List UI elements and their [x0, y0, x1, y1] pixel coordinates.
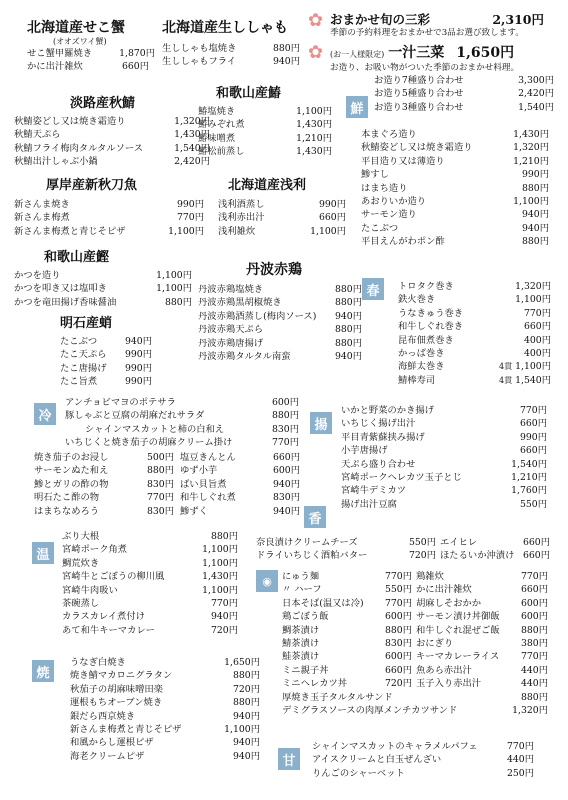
menu-item: 平目えんがわポン酢 880円 [361, 236, 549, 248]
menu-item: 焼き茄子のお浸し 500円 [34, 452, 174, 463]
category-tag-cold: 冷 [34, 403, 56, 425]
category-tag-fried: 揚 [310, 412, 332, 434]
menu-item: 秋鯖姿どし又は焼き霜造り 1,320円 [361, 142, 549, 154]
ichiju-sansai-line: (お一人様限定) 一汁三菜 1,650円 [330, 44, 515, 61]
menu-item: はまちなめろう 830円 [34, 505, 174, 517]
menu-item: 宮崎牛デミカツ 1,760円 [341, 485, 547, 497]
menu-item: 魚あら赤出汁 440円 [416, 664, 548, 676]
section-title: 明石産蛸 [60, 316, 113, 331]
menu-item: 丹波赤鶏唐揚げ 880円 [198, 337, 362, 349]
menu-item: おにぎり 380円 [416, 638, 548, 650]
menu-item: 和牛しぐれ巻き 660円 [398, 321, 551, 333]
menu-item: たこ唐揚げ 990円 [60, 362, 152, 374]
menu-item: トロタク巻き 1,320円 [398, 281, 551, 292]
menu-item: デミグラスソースの肉厚メンチカツサンド 1,320円 [282, 705, 548, 717]
category-tag-fresh: 鮮 [346, 96, 368, 118]
menu-item: 浅利雑炊 1,100円 [218, 225, 346, 237]
menu-item: 生ししゃも塩焼き 880円 [162, 43, 300, 54]
menu-item: 丹波赤鶏黒胡椒焼き 880円 [198, 297, 362, 309]
section-asari [218, 178, 346, 238]
menu-item: 鶏ごぼう飯 600円 [282, 611, 412, 623]
menu-item: サーモン漬け丼御飯 600円 [416, 611, 548, 623]
section-title: 和歌山産鰹 [44, 250, 110, 265]
menu-item: エイヒレ 660円 [440, 537, 550, 548]
section-subtitle: (オオズワイ蟹) [53, 37, 107, 46]
menu-item: ほたるいか沖漬け 660円 [440, 550, 550, 562]
menu-item: アイスクリームと白玉ぜんざい 440円 [312, 754, 534, 766]
section-pickles [256, 536, 550, 563]
menu-item: 和牛しぐれ煮 830円 [180, 492, 300, 504]
category-tag-warm: 温 [32, 542, 54, 564]
omakase-line: おまかせ旬の三彩 2,310円 [330, 12, 544, 27]
menu-item: かっぱ巻き 400円 [398, 348, 551, 360]
menu-item: 鯵とガリの酢の物 830円 [34, 478, 174, 490]
menu-item: 鰆塩焼き 1,100円 [198, 106, 332, 117]
menu-item: 秋鯖天ぷら 1,430円 [14, 129, 210, 141]
menu-item: 宮崎ポーク角煮 1,100円 [62, 544, 238, 556]
menu-item: 天ぷら盛り合わせ 1,540円 [341, 458, 547, 470]
sashimi-set: お造り7種盛り合わせ 3,300円 [374, 75, 554, 86]
menu-item: 運根もちオーブン焼き 880円 [70, 697, 260, 709]
menu-item: 平目青紫蘇挟み揚げ 990円 [341, 431, 547, 443]
menu-item: たこぶつ 940円 [361, 222, 549, 234]
section-title: 厚岸産新秋刀魚 [46, 178, 138, 193]
section-sekogani [27, 20, 155, 74]
section-grill [70, 656, 260, 763]
section-title: 和歌山産鰆 [216, 86, 282, 101]
menu-item: かに出汁雑炊 660円 [27, 61, 149, 73]
menu-item: ばい貝旨煮 940円 [180, 478, 300, 490]
menu-item: 海老クリームピザ 940円 [70, 750, 260, 762]
menu-item: 小芋唐揚げ 660円 [341, 445, 547, 457]
section-meal [282, 570, 548, 717]
section-sawara [198, 86, 332, 159]
menu-item: いちじく揚げ出汁 660円 [341, 418, 547, 430]
menu-item: 丹波赤鶏タルタル南蛮 940円 [198, 351, 362, 363]
menu-item: 鯵ずく 940円 [180, 505, 300, 517]
menu-item: あて和牛キーマカレー 720円 [62, 624, 238, 636]
menu-item: 鯛荒炊き 1,100円 [62, 557, 238, 569]
menu-item: たこぶつ 940円 [60, 336, 152, 347]
menu-item: ドライいちじく酒粕バター 720円 [256, 550, 436, 562]
section-title: 北海道産生ししゃも [162, 20, 288, 36]
menu-item: 生ししゃもフライ 940円 [162, 56, 300, 68]
section-aki-saba [14, 96, 210, 169]
section-title: 淡路産秋鯖 [70, 96, 136, 111]
menu-item: かに出汁雑炊 660円 [416, 584, 548, 596]
menu-item: キーマカレーライス 770円 [416, 651, 548, 663]
menu-item: せこ蟹甲羅焼き 1,870円 [27, 48, 155, 59]
menu-item: 〃 ハーフ 550円 [282, 584, 412, 596]
menu-item: あおりいか造り 1,100円 [361, 196, 549, 208]
section-tako [60, 316, 152, 389]
menu-item: いかと野菜のかき揚げ 770円 [341, 405, 547, 416]
section-warm [62, 530, 238, 637]
menu-item: 玉子入り赤出汁 440円 [416, 678, 548, 690]
menu-item: 和風からし運根ピザ 940円 [70, 737, 260, 749]
section-cold [65, 396, 299, 450]
menu-item: 鯛茶漬け 880円 [282, 624, 412, 636]
menu-item: ミニヘレカツ丼 720円 [282, 678, 412, 690]
menu-item: カラスカレイ煮付け 940円 [62, 611, 238, 623]
menu-item: 秋鯖姿どし又は焼き霜造り 1,320円 [14, 116, 210, 127]
category-tag-sweet: 甘 [278, 748, 300, 770]
menu-item: 奈良漬けクリームチーズ 550円 [256, 537, 436, 548]
menu-item: 塩豆きんとん 660円 [180, 452, 300, 463]
sashimi-set: お造り3種盛り合わせ 1,540円 [374, 101, 554, 113]
category-tag-grill: 焼 [32, 660, 54, 682]
menu-item: 秋鯖フライ梅肉タルタルソース 1,540円 [14, 142, 210, 154]
menu-item: ぶり大根 880円 [62, 531, 238, 542]
menu-item: ゆず小芋 600円 [180, 465, 300, 477]
menu-item: 明石たこ酢の物 770円 [34, 492, 174, 504]
menu-item: にゅう麺 770円 [282, 571, 412, 582]
menu-item: 丹波赤鶏酒蒸し(梅肉ソース) 940円 [198, 310, 362, 322]
omakase-note: 季節の予約料理をおまかせで3品お選び致します。 [330, 28, 524, 38]
category-tag-spring: 春 [362, 278, 384, 300]
flower-icon: ✿ [308, 10, 324, 31]
menu-item: たこ旨煮 990円 [60, 376, 152, 388]
menu-item: 鰆松前蒸し 1,430円 [198, 146, 332, 158]
menu-item: シャインマスカットのキャラメルパフェ 770円 [312, 741, 534, 752]
menu-item: 厚焼き玉子タルタルサンド 880円 [282, 691, 548, 703]
menu-item: 鶏雑炊 770円 [416, 571, 548, 582]
menu-item: アンチョビマヨのポテサラ 600円 [65, 397, 299, 408]
section-fried [341, 404, 547, 511]
flower-icon: ✿ [308, 42, 324, 63]
menu-item: 鯖棒寿司 4貫 1,540円 [398, 374, 551, 386]
section-title: 丹波赤鶏 [246, 262, 302, 278]
menu-item: 鉄火巻き 1,100円 [398, 294, 551, 306]
menu-item: 平目造り又は薄造り 1,210円 [361, 155, 549, 167]
menu-item: 新さんま焼き 990円 [14, 199, 204, 210]
menu-item: 海鮮太巻き 4貫 1,100円 [398, 361, 551, 373]
menu-item: 宮崎牛肉吸い 1,100円 [62, 584, 238, 596]
menu-item: うなぎ白焼き 1,650円 [70, 657, 260, 668]
menu-item: 揚げ出汁豆腐 550円 [341, 498, 547, 510]
menu-item: 銀だら西京焼き 940円 [70, 710, 260, 722]
menu-item: 秋鯖出汁しゃぶ小鍋 2,420円 [14, 156, 210, 168]
menu-item: 新さんま梅煮と青じそピザ 1,100円 [14, 225, 204, 237]
menu-item: 胡麻しそおかか 600円 [416, 597, 548, 609]
section-cold-grid [34, 451, 300, 518]
menu-item: 鰆みぞれ煮 1,430円 [198, 119, 332, 131]
menu-item: サーモンぬた和え 880円 [34, 465, 174, 477]
section-sanma [14, 178, 204, 238]
menu-item: 宮崎牛とごぼうの柳川風 1,430円 [62, 571, 238, 583]
menu-item: 秋茄子の胡麻味噌田楽 720円 [70, 683, 260, 695]
menu-item: 鰆味噌煮 1,210円 [198, 132, 332, 144]
menu-item: 新さんま梅煮 770円 [14, 212, 204, 224]
menu-item: 鮭茶漬け 600円 [282, 651, 412, 663]
section-title: 北海道産せこ蟹 [27, 20, 125, 36]
section-fresh [361, 128, 549, 249]
menu-item: たこ天ぷら 990円 [60, 349, 152, 361]
menu-item: 日本そば(温又は冷) 770円 [282, 597, 412, 609]
menu-item: りんごのシャーベット 250円 [312, 767, 534, 779]
menu-item: かつを竜田揚げ香味醤油 880円 [14, 296, 192, 308]
menu-item: 浅利赤出汁 660円 [218, 212, 346, 224]
menu-item: 鯵すし 990円 [361, 169, 549, 181]
sashimi-set: お造り5種盛り合わせ 2,420円 [374, 88, 554, 100]
menu-item: 昆布佃煮巻き 400円 [398, 334, 551, 346]
section-shishamo [162, 20, 300, 69]
menu-item: 宮崎ポークヘレカツ玉子とじ 1,210円 [341, 472, 547, 484]
menu-item: 丹波赤鶏天ぷら 880円 [198, 324, 362, 336]
menu-item: 豚しゃぶと豆腐の胡麻だれサラダ 880円 [65, 410, 299, 422]
menu-item: 和牛しぐれ混ぜご飯 880円 [416, 624, 548, 636]
menu-item: 焼き鯖マカロニグラタン 880円 [70, 670, 260, 682]
section-title: 北海道産浅利 [228, 178, 307, 193]
menu-item: いちじくと焼き茄子の胡麻クリーム掛け 770円 [65, 437, 299, 449]
section-sweet [312, 740, 534, 780]
section-katsuo [14, 250, 192, 309]
menu-item: うなきゅう巻き 770円 [398, 307, 551, 319]
menu-item: かつを造り 1,100円 [14, 270, 192, 281]
rice-bowl-icon: ◉ [256, 570, 278, 592]
menu-item: 本まぐろ造り 1,430円 [361, 129, 549, 140]
section-tamba [198, 262, 362, 363]
menu-item: サーモン造り 940円 [361, 209, 549, 221]
menu-item: 丹波赤鶏塩焼き 880円 [198, 284, 362, 295]
menu-item: 鯖茶漬け 830円 [282, 638, 412, 650]
omakase-note: お造り、お吸い物がついた季節のおまかせ料理。 [330, 62, 520, 73]
menu-item: シャインマスカットと柿の白和え 830円 [85, 423, 299, 435]
menu-item: はまち造り 880円 [361, 182, 549, 194]
section-sushi [398, 280, 551, 387]
menu-item: 茶碗蒸し 770円 [62, 598, 238, 610]
menu-item: ミニ親子丼 660円 [282, 664, 412, 676]
menu-item: かつを叩き又は塩叩き 1,100円 [14, 283, 192, 295]
menu-item: 浅利酒蒸し 990円 [218, 199, 346, 210]
category-tag-incense: 香 [304, 506, 326, 528]
menu-item: 新さんま梅煮と青じそピザ 1,100円 [70, 724, 260, 736]
